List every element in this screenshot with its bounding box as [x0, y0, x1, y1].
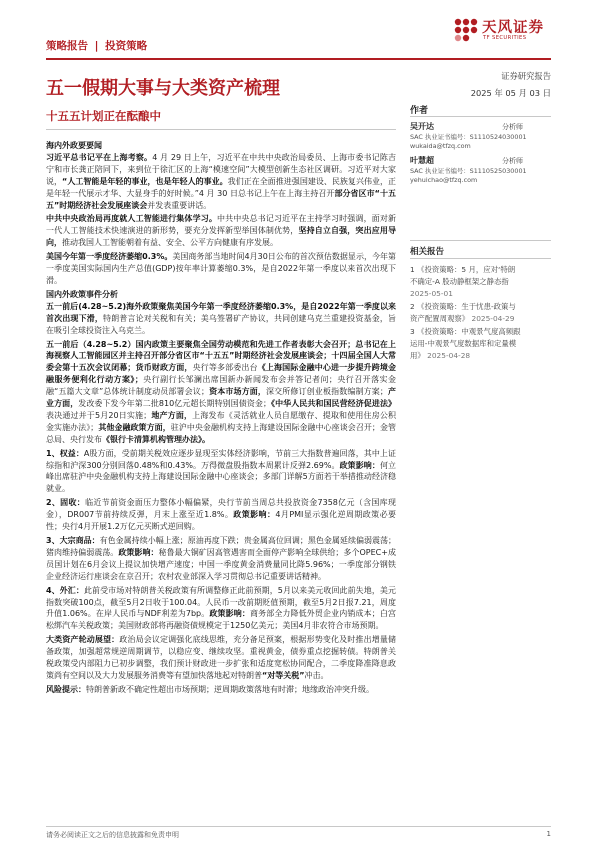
related-report-date: 2025-04-29: [471, 314, 515, 324]
related-divider: [410, 258, 551, 259]
logo-text-cn: 天风证券: [482, 20, 544, 36]
paragraph-equity: 1、权益：A股方面，受前期关税效应逐步显现至实体经济影响，节前三大指数普遍回落，其中上证综指和沪深300分别回落0.48%和0.43%。万得微盘股指数本周累计反弹2.69%。政策影响：何立峰出席驻沪中央金融机构支持上海建设国际金融中心座谈会；多部门详解5方面若干举措推动经济稳就业。: [46, 448, 397, 494]
section-heading-news: 海内外政要要闻: [46, 141, 102, 150]
paragraph-fixed-income: 2、固收：临近节前资金面压力整体小幅偏紧，央行节前当周总共投放资金7358亿元（含国库现金），DR007节前持续反弹，月末上涨至近1.8%。政策影响：4月PMI显示强化逆周期政策必要性；央行4月开展1.2万亿元买断式逆回购。: [46, 498, 397, 532]
related-heading: 相关报告: [410, 247, 445, 257]
subtitle-divider: [46, 129, 396, 130]
related-report-item[interactable]: 2 《投资策略：生于忧患-政策与 资产配置周观察》 2025-04-29: [410, 302, 516, 324]
analyst-role: 分析师: [502, 123, 523, 131]
report-type: 证券研究报告: [501, 71, 551, 81]
tf-logo-icon: [452, 17, 478, 43]
footer-divider: [46, 826, 551, 827]
analyst-email[interactable]: wukaida@tfzq.com: [410, 142, 471, 151]
breadcrumb-category: 策略报告: [46, 40, 88, 52]
company-logo: [452, 14, 572, 46]
analyst-cert: SAC 执业证书编号：S1110525030001: [410, 166, 527, 175]
report-title: 五一假期大事与大类资产梳理: [46, 78, 280, 99]
breadcrumb-subcategory: 投资策略: [105, 40, 148, 52]
section-heading-policy: 国内外政策事件分析: [46, 289, 118, 299]
analyst-role: 分析师: [502, 157, 523, 165]
analyst-email[interactable]: yehuichao@tfzq.com: [410, 176, 478, 185]
report-date: 2025 年 05 月 03 日: [470, 88, 551, 98]
header-divider: [46, 58, 551, 60]
breadcrumb-separator: |: [94, 40, 99, 52]
analyst-name: 叶慧超: [410, 156, 434, 165]
related-report-date: 2025-05-01: [410, 289, 453, 299]
breadcrumb: [46, 38, 147, 53]
page-number: 1: [546, 830, 551, 838]
authors-divider: [410, 116, 551, 117]
paragraph-fx: 4、外汇：此前受市场对特朗普关税政策有所调整修正此前预期，5月以来美元收回此前失地，美元指数突破100点，截至5月2日收于100.04。人民币一改前期贬值预期，截至5月2日报7.21，周度升值1.06%。在岸人民币与NDF利差为7bp。政策影响：商务部全力降低外贸企业内销成本；白宫松绑汽车关税政策；美国财政部将再融资债规模定于1250亿美元；美国4月非农符合市场预期。: [46, 585, 397, 631]
paragraph-commodities: 3、大宗商品：有色金属持续小幅上涨；原油再度下跌；贵金属高位回调；黑色金属延续偏弱震荡；猪肉维持偏弱震荡。政策影响：秘鲁最大铜矿因高管遇害而全面停产影响全球供给；多个OPEC+成员国计划在6月会议上提议加快增产速度；中国一季度黄金消费量同比降5.96%；一季度部分钢铁企业经济运行座谈会在京召开；农村农业部深入学习贯彻总书记重要讲话精神。: [46, 536, 397, 581]
analyst-name: 吴开达: [410, 122, 434, 131]
report-body: [46, 140, 396, 696]
analyst-card: [410, 156, 551, 186]
related-divider-top: [410, 240, 551, 241]
authors-heading: 作者: [410, 106, 429, 116]
analyst-cert: SAC 执业证书编号：S1110524030001: [410, 132, 527, 141]
related-report-item[interactable]: 3 《投资策略：中观景气度高频跟 运用-中观景气度数据库和定量模 用》 2025-04-28: [410, 327, 521, 361]
footer-disclaimer: 请务必阅读正文之后的信息披露和免责申明: [46, 831, 179, 839]
paragraph-xi-shanghai: 习近平总书记平在上海考察。4 月 29 日上午，习近平在中共中央政治局委员、上海市委书记陈吉宁和市长龚正陪同下，来到位于徐汇区的上海“模速空间”大模型创新生态社区调研。习近平对大家说，“人工智能是年轻的事业，也是年轻人的事业。我们正在全面推进强国建设、民族复兴伟业，正是年轻一代展示才华、大显身手的好时候。”4 月 30 日总书记上午在上海主持召开部分省区市“十五五”时期经济社会发展座谈会并发表重要讲话。: [46, 152, 397, 210]
paragraph-overseas-policy: 五一前后(4.28~5.2)海外政策聚焦美国今年第一季度经济萎缩0.3%，是自2022年第一季度以来首次出现下滑，特朗普言论对关税和有关；美乌签署矿产协议，共同创建乌克兰重建投资基金，旨在吸引全球投资注入乌克兰。: [46, 301, 396, 335]
analyst-card: [410, 122, 551, 152]
paragraph-asset-rotation: 大类资产轮动展望：政治局会议定调强化底线思维，充分备足预案，根据形势变化及时推出增量储备政策，加强超常规逆周期调节，以稳应变、继续攻坚。重视黄金，债券重点挖掘转债。特朗普关税政策受内部阻力已初步调整，我们预计财政进一步扩张和适度宽松协同配合，二季度降准降息政策尚有空间以及大力发展服务消费等有望加快落地起对特朗普“对等关税”冲击。: [46, 635, 397, 680]
related-report-date: 2025-04-28: [427, 351, 471, 361]
paragraph-us-gdp: 美国今年第一季度经济萎缩0.3%。美国商务部当地时间4月30日公布的首次预估数据显示，今年第一季度美国实际国内生产总值(GDP)按年率计算萎缩0.3%，是自2022年第一季度以来首次出现下滑。: [46, 252, 396, 285]
logo-text-en: TF SECURITIES: [483, 35, 527, 41]
paragraph-risk: 风险提示：特朗普新政不确定性超出市场预期；逆周期政策落地有时滞；地缘政治冲突升级。: [46, 684, 374, 694]
report-subtitle: 十五五计划正在酝酿中: [46, 109, 161, 123]
related-report-item[interactable]: 1 《投资策略：5 月，应对‘特朗 不确定-A 股动静框架之静态指 2025-05-01: [410, 264, 551, 301]
paragraph-domestic-policy: 五一前后（4.28~5.2）国内政策主要聚焦全国劳动模范和先进工作者表彰大会召开；总书记在上海视察人工智能园区并主持召开部分省区市“十五五”时期经济社会发展座谈会；十四届全国人大常委会第十五次会议闭幕；货币财政方面，央行等多部委出台《上海国际金融中心进一步提升跨境金融服务便利化行动方案》；央行副行长邹澜出席国新办新闻发布会并答记者问；央行召开落实金融“五篇大文章”总体统计制度动员部署会议；资本市场方面，深交所修订创业板指数编制方案；产业方面，发改委下发今年第二批810亿元超长期特别国债资金；《中华人民共和国民营经济促进法》表决通过并于5月20日实施；地产方面，上海发布《灵活就业人员自愿缴存、提取和使用住房公积金实施办法》；其他金融政策方面，驻沪中央金融机构支持上海建设国际金融中心座谈会召开；金管总局、央行发布《银行卡清算机构管理办法》。: [46, 339, 397, 444]
paragraph-ai-study: 中共中央政治局再度就人工智能进行集体学习。中共中央总书记习近平在主持学习时强调，面对新一代人工智能技术快速演进的新形势，要充分发挥新型举国体制优势，坚持自立自强，突出应用导向，推动我国人工智能朝着有益、安全、公平方向健康有序发展。: [46, 214, 397, 248]
